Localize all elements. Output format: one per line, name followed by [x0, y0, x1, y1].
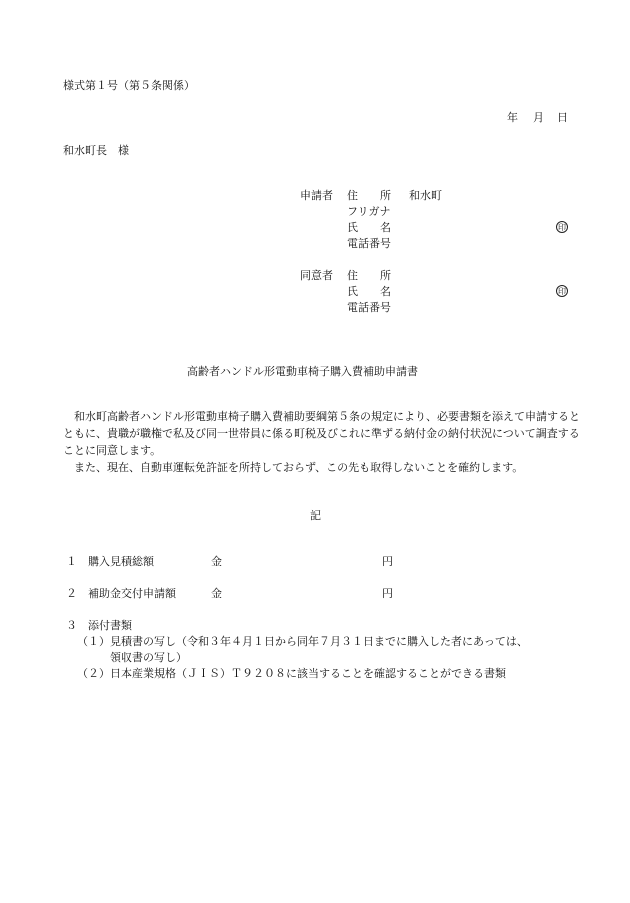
- form-number: 様式第１号（第５条関係）: [63, 79, 195, 92]
- body-text: [63, 408, 583, 476]
- date-day: 日: [557, 111, 568, 124]
- item-2-unit: 円: [382, 587, 393, 600]
- item-1-label: 購入見積総額: [88, 555, 154, 568]
- consenter-name-label: 氏 名: [347, 285, 391, 298]
- attachments-number: ３: [66, 619, 77, 632]
- applicant-phone-label: 電話番号: [347, 237, 391, 250]
- item-1-number: １: [66, 555, 77, 568]
- applicant-furigana-label: フリガナ: [347, 205, 391, 218]
- item-1-prefix: 金: [211, 555, 222, 568]
- attachment-1-text: 見積書の写し（令和３年４月１日から同年７月３１日までに購入した者にあっては、: [110, 635, 528, 648]
- addressee: 和水町長 様: [63, 144, 129, 157]
- consenter-address-label: 住 所: [347, 269, 391, 282]
- consenter-phone-label: 電話番号: [347, 301, 391, 314]
- applicant-role: 申請者: [300, 189, 333, 202]
- item-2-prefix: 金: [211, 587, 222, 600]
- attachment-2-text: 日本産業規格（ＪＩＳ）Ｔ９２０８に該当することを確認することができる書類: [110, 667, 506, 680]
- consenter-seal-icon: 印: [558, 287, 566, 296]
- applicant-seal-icon: 印: [558, 223, 566, 232]
- ki-heading: 記: [310, 509, 321, 522]
- applicant-name-label: 氏 名: [347, 221, 391, 234]
- item-2-number: ２: [66, 587, 77, 600]
- item-2-label: 補助金交付申請額: [88, 587, 176, 600]
- date-year: 年: [507, 111, 518, 124]
- attachment-2-number: （２）: [77, 667, 110, 680]
- body-paragraph-2: また、現在、自動車運転免許証を所持しておらず、この先も取得しないことを確約します。: [74, 461, 524, 474]
- item-1-unit: 円: [382, 555, 393, 568]
- attachment-1-continuation: 領収書の写し）: [110, 651, 187, 664]
- consenter-role: 同意者: [300, 269, 333, 282]
- applicant-address-label: 住 所: [347, 189, 391, 202]
- body-paragraph-1: 和水町高齢者ハンドル形電動車椅子購入費補助要綱第５条の規定により、必要書類を添えて申請するとともに、貴職が職権で私及び同一世帯員に係る町税及びこれに準ずる納付金の納付状況について調査することに同意します。: [63, 410, 580, 457]
- attachment-1-number: （１）: [77, 635, 110, 648]
- applicant-address-value: 和水町: [409, 189, 442, 202]
- date-month: 月: [533, 111, 544, 124]
- attachments-label: 添付書類: [88, 619, 132, 632]
- document-title: 高齢者ハンドル形電動車椅子購入費補助申請書: [187, 365, 418, 378]
